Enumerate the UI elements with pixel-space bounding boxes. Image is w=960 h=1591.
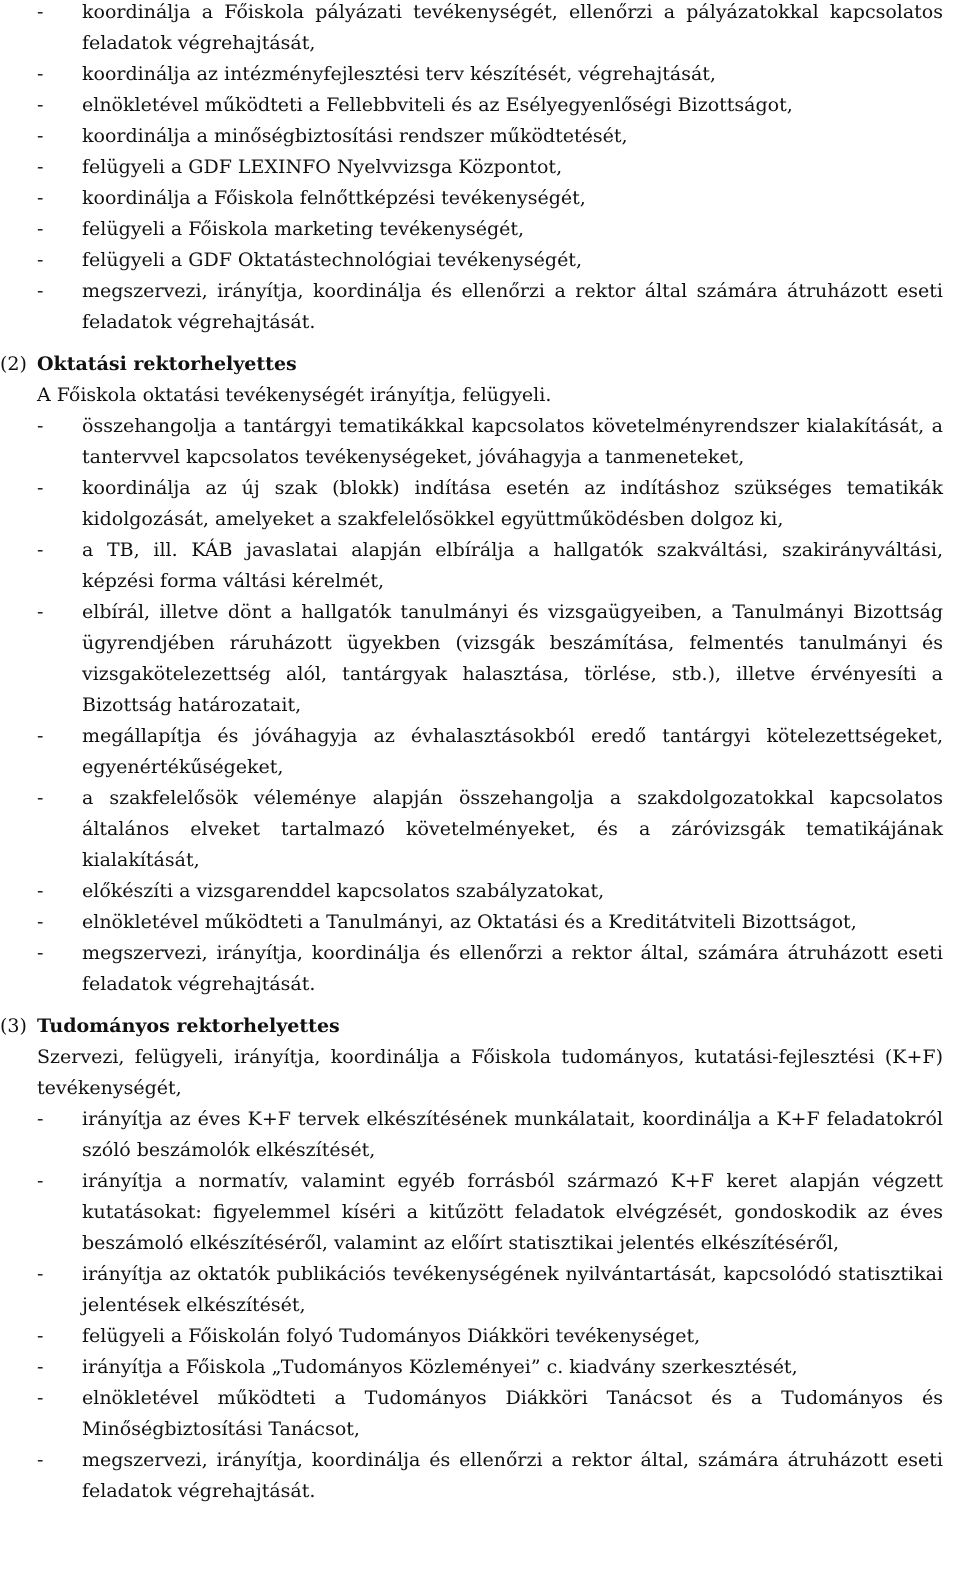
list-item-text: megállapítja és jóváhagyja az évhalasztásokból eredő tantárgyi kötelezettségeket, egyenértékűségeket,	[82, 725, 943, 778]
list-item	[0, 535, 960, 597]
list-item-text: irányítja a Főiskola „Tudományos Közleményei” c. kiadvány szerkesztését,	[82, 1356, 798, 1378]
list-dash: -	[37, 1387, 44, 1409]
list-item	[0, 938, 960, 1000]
list-dash: -	[37, 94, 44, 116]
list-item-text: irányítja a normatív, valamint egyéb forrásból származó K+F keret alapján végzett kutatásokat: figyelemmel kíséri a kitűzött feladatok elvégzését, gondoskodik az éves beszámoló elkészítéséről, valamint az előírt statisztikai jelentés elkészítéséről,	[82, 1170, 943, 1254]
list-item-text: irányítja az éves K+F tervek elkészítésének munkálatait, koordinálja a K+F feladatokról szóló beszámolók elkészítését,	[82, 1108, 943, 1161]
section-heading	[0, 349, 960, 380]
list-item	[0, 152, 960, 183]
list-dash: -	[37, 1108, 44, 1130]
list-dash: -	[37, 125, 44, 147]
list-item-text: elbírál, illetve dönt a hallgatók tanulmányi és vizsgaügyeiben, a Tanulmányi Bizottság ügyrendjében ráruházott ügyekben (vizsgák beszámítása, felmentés tanulmányi és vizsgakötelezettség alól, tantárgyak halasztása, törlése, stb.), illetve érvényesíti a Bizottság határozatait,	[82, 601, 943, 716]
list-item-text: megszervezi, irányítja, koordinálja és ellenőrzi a rektor által, számára átruházott eseti feladatok végrehajtását.	[82, 942, 943, 995]
list-item-text: megszervezi, irányítja, koordinálja és ellenőrzi a rektor által, számára átruházott eseti feladatok végrehajtását.	[82, 1449, 943, 1502]
section-intro: Szervezi, felügyeli, irányítja, koordinálja a Főiskola tudományos, kutatási-fejlesztési (K+F) tevékenységét,	[37, 1046, 943, 1099]
list-dash: -	[37, 601, 44, 623]
list-item	[0, 1321, 960, 1352]
list-dash: -	[37, 156, 44, 178]
list-item-text: elnökletével működteti a Fellebbviteli és az Esélyegyenlőségi Bizottságot,	[82, 94, 793, 116]
list-dash: -	[37, 1449, 44, 1471]
section-title: Tudományos rektorhelyettes	[37, 1015, 340, 1037]
intro-list	[0, 0, 960, 338]
list-item	[0, 245, 960, 276]
list-item-text: koordinálja a Főiskola felnőttképzési tevékenységét,	[82, 187, 586, 209]
list-item-text: elnökletével működteti a Tudományos Diákköri Tanácsot és a Tudományos és Minőségbiztosítási Tanácsot,	[82, 1387, 943, 1440]
list-item	[0, 1445, 960, 1507]
list-item-text: a szakfelelősök véleménye alapján összehangolja a szakdolgozatokkal kapcsolatos általános elveket tartalmazó követelményeket, és a záróvizsgák tematikájának kialakítását,	[82, 787, 943, 871]
section-3-list	[0, 1104, 960, 1507]
list-item	[0, 1259, 960, 1321]
section-intro: A Főiskola oktatási tevékenységét irányítja, felügyeli.	[37, 384, 552, 406]
list-item-text: felügyeli a GDF Oktatástechnológiai tevékenységét,	[82, 249, 582, 271]
list-dash: -	[37, 63, 44, 85]
list-item	[0, 411, 960, 473]
list-dash: -	[37, 880, 44, 902]
list-item-text: koordinálja az új szak (blokk) indítása esetén az indításhoz szükséges tematikák kidolgozását, amelyeket a szakfelelősökkel együttműködésben dolgoz ki,	[82, 477, 943, 530]
list-item	[0, 876, 960, 907]
list-item	[0, 214, 960, 245]
list-dash: -	[37, 787, 44, 809]
section-title: Oktatási rektorhelyettes	[37, 353, 297, 375]
section-3	[0, 1011, 960, 1507]
list-dash: -	[37, 725, 44, 747]
list-item-text: összehangolja a tantárgyi tematikákkal kapcsolatos követelményrendszer kialakítását, a tantervvel kapcsolatos tevékenységeket, jóváhagyja a tanmeneteket,	[82, 415, 943, 468]
list-item	[0, 597, 960, 721]
list-item-text: a TB, ill. KÁB javaslatai alapján elbírálja a hallgatók szakváltási, szakirányváltási, képzési forma váltási kérelmét,	[82, 539, 943, 592]
list-dash: -	[37, 911, 44, 933]
list-dash: -	[37, 1325, 44, 1347]
list-item-text: koordinálja az intézményfejlesztési terv készítését, végrehajtását,	[82, 63, 716, 85]
list-dash: -	[37, 415, 44, 437]
list-dash: -	[37, 280, 44, 302]
list-item-text: felügyeli a Főiskolán folyó Tudományos Diákköri tevékenységet,	[82, 1325, 701, 1347]
list-item	[0, 1104, 960, 1166]
list-dash: -	[37, 539, 44, 561]
list-item-text: elnökletével működteti a Tanulmányi, az Oktatási és a Kreditátviteli Bizottságot,	[82, 911, 857, 933]
section-2	[0, 349, 960, 1000]
list-item	[0, 121, 960, 152]
list-item	[0, 907, 960, 938]
list-dash: -	[37, 187, 44, 209]
list-dash: -	[37, 1263, 44, 1285]
list-item-text: irányítja az oktatók publikációs tevékenységének nyilvántartását, kapcsolódó statisztikai jelentések elkészítését,	[82, 1263, 943, 1316]
list-dash: -	[37, 1170, 44, 1192]
list-item	[0, 183, 960, 214]
list-item	[0, 59, 960, 90]
list-item	[0, 783, 960, 876]
list-dash: -	[37, 942, 44, 964]
list-item	[0, 1352, 960, 1383]
section-number: (2)	[0, 353, 27, 375]
section-2-list	[0, 411, 960, 1000]
list-dash: -	[37, 218, 44, 240]
list-item-text: koordinálja a Főiskola pályázati tevékenységét, ellenőrzi a pályázatokkal kapcsolatos feladatok végrehajtását,	[82, 1, 943, 54]
list-item-text: megszervezi, irányítja, koordinálja és ellenőrzi a rektor által számára átruházott eseti feladatok végrehajtását.	[82, 280, 943, 333]
list-dash: -	[37, 1, 44, 23]
list-dash: -	[37, 249, 44, 271]
list-dash: -	[37, 477, 44, 499]
list-item-text: előkészíti a vizsgarenddel kapcsolatos szabályzatokat,	[82, 880, 605, 902]
list-item	[0, 473, 960, 535]
list-item-text: felügyeli a Főiskola marketing tevékenységét,	[82, 218, 525, 240]
list-item	[0, 1383, 960, 1445]
list-item	[0, 0, 960, 59]
list-item	[0, 90, 960, 121]
section-heading	[0, 1011, 960, 1042]
list-item-text: felügyeli a GDF LEXINFO Nyelvvizsga Központot,	[82, 156, 563, 178]
section-number: (3)	[0, 1015, 27, 1037]
list-item	[0, 721, 960, 783]
list-dash: -	[37, 1356, 44, 1378]
list-item	[0, 1166, 960, 1259]
list-item	[0, 276, 960, 338]
list-item-text: koordinálja a minőségbiztosítási rendszer működtetését,	[82, 125, 628, 147]
